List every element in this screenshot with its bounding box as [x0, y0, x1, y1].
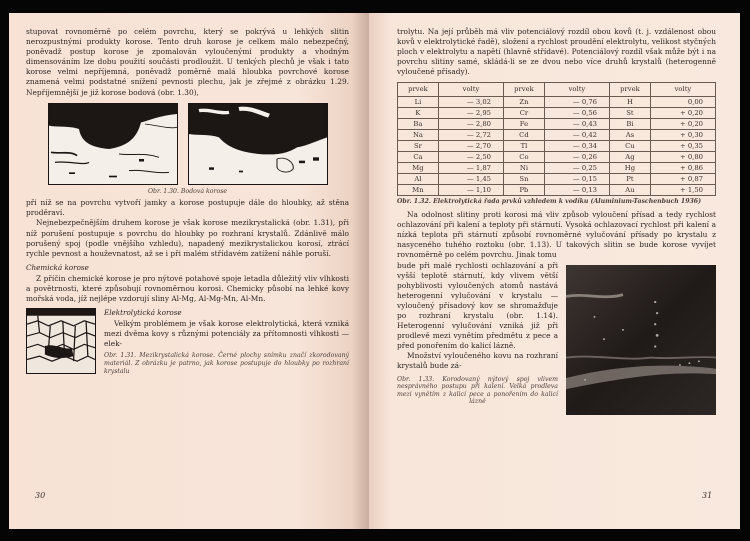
- element-cell: Pt: [609, 174, 650, 185]
- table-row: [398, 130, 716, 141]
- paragraph-text: stupovat rovnoměrně po celém povrchu, který se pokrývá u lehkých slitin nerozpustnými produkty korose. Tento druh korose je celkem málo nebezpečný, poněvadž postup korose je zpomalován vyloučenými produkty a vhodným dimensováním lze dobu použití součásti prodloužit. U tenkých plechů je však i tato korose velmi nepříjemná, poněvadž poměrně malá hloubka povrchové korose znamená velmi podstatné snížení pevnosti plechu, jak je zřejmé z obrázku 1.29. Nepříjemnější je již korose bodová (obr. 1.30),: [26, 27, 349, 97]
- table-body: [398, 97, 716, 196]
- left-page-flow: [26, 27, 349, 375]
- element-cell: Co: [503, 152, 544, 163]
- voltage-cell: — 0,34: [544, 141, 609, 152]
- figure-1-30-left-image: [48, 103, 178, 185]
- header-volts: volty: [650, 83, 715, 97]
- table-row: [398, 141, 716, 152]
- element-cell: K: [398, 108, 439, 119]
- heading-chemical-corrosion: Chemická korose: [26, 262, 89, 272]
- table-row: [398, 185, 716, 196]
- left-paragraph-4: [26, 274, 349, 304]
- paragraph-text: bude při malé rychlosti ochlazování a při vyšší teplotě stárnutí, kdy vlivem větší pohyblivosti vyloučených atomů nastává heterogenní vylučování v krystalu — vyloučený přísadový kov se shromažďuje po rozhraní krystalu (obr. 1.14). Heterogenní vylučování vzniká již při prodlevě mezi vynětím předmětu z pece a před ponořením do kalicí lázně.: [397, 260, 558, 351]
- table-row: [398, 119, 716, 130]
- paragraph-text: Velkým problémem je však korose elektrolytická, která vzniká mezi dvěma kovy s různými potenciály za přítomnosti vlhkosti — elek-: [104, 319, 349, 349]
- element-cell: Al: [398, 174, 439, 185]
- left-paragraph-1: [26, 27, 349, 98]
- table-header-row: [398, 83, 716, 97]
- voltage-cell: + 0,35: [650, 141, 715, 152]
- voltage-cell: — 2,95: [438, 108, 503, 119]
- right-text-column: [397, 261, 558, 406]
- figure-1-31-section: [26, 308, 349, 375]
- element-cell: Ca: [398, 152, 439, 163]
- element-cell: Hg: [609, 163, 650, 174]
- voltage-cell: + 1,50: [650, 185, 715, 196]
- paragraph-text: Na odolnost slitiny proti korosi má vliv způsob vyloučení přísad a tedy rychlost ochlazování při kalení a teploty při stárnutí. Vysoká ochlazovací rychlost při kalení a nízká teplota při stárnutí způsobí rovnoměrné vylučování přísady po krystalu z nasyceného tuhého roztoku (obr. 1.13). U takových slitin se bude korose vyvíjet rovnoměrně po celém povrchu. Jinak tomu: [397, 210, 716, 260]
- figure-1-30: [26, 103, 349, 185]
- element-cell: Li: [398, 97, 439, 108]
- voltage-cell: — 3,02: [438, 97, 503, 108]
- right-paragraph-1: [397, 27, 716, 77]
- voltage-cell: — 0,42: [544, 130, 609, 141]
- element-cell: Bi: [609, 119, 650, 130]
- intercrystalline-corrosion-micrograph: [27, 309, 95, 373]
- voltage-cell: — 0,76: [544, 97, 609, 108]
- paragraph-text: trolytu. Na její průběh má vliv potenciálový rozdíl obou kovů (t. j. vzdálenost obou kovů v elektrolytické řadě), složení a rychlost proudění elektrolytu, velikost styčných ploch v elektrolytu a napětí (hlavně střídavé). Potenciálový rozdíl však může být i na povrchu slitiny samé, skládá-li se ze dvou nebo více druhů krystalů (heterogenně vyloučené přísady).: [397, 27, 716, 77]
- electrochemical-series-table: [397, 82, 716, 196]
- figure-1-31-caption: Obr. 1.31. Mezikrystalická korose. Černé plochy snímku značí zkorodovaný materiál. Z obrázku je patrno, jak korose postupuje do hloubky po rozhraní krystalu: [104, 352, 349, 375]
- element-cell: Cd: [503, 130, 544, 141]
- pitting-corrosion-micrograph-2: [189, 104, 327, 184]
- right-paragraph-4: [397, 351, 558, 371]
- figure-1-33-caption: Obr. 1.33. Korodovaný nýtový spoj vlivem nesprávného postupu při kalení. Velká prodleva mezi vynětím z kalicí pece a ponořením do kalicí lázně: [397, 375, 558, 406]
- header-element: prvek: [609, 83, 650, 97]
- voltage-cell: + 0,86: [650, 163, 715, 174]
- header-element: prvek: [398, 83, 439, 97]
- right-page: [369, 13, 740, 529]
- table-row: [398, 152, 716, 163]
- voltage-cell: — 1,45: [438, 174, 503, 185]
- figure-1-33-image: [566, 265, 716, 415]
- figure-1-30-caption: Obr. 1.30. Bodová korose: [147, 187, 228, 195]
- voltage-cell: — 0,26: [544, 152, 609, 163]
- element-cell: Mg: [398, 163, 439, 174]
- voltage-cell: — 2,50: [438, 152, 503, 163]
- header-volts: volty: [544, 83, 609, 97]
- element-cell: H: [609, 97, 650, 108]
- element-cell: As: [609, 130, 650, 141]
- element-cell: Fe: [503, 119, 544, 130]
- pitting-corrosion-micrograph-1: [49, 104, 177, 184]
- electrolytic-corrosion-column: [104, 308, 349, 375]
- element-cell: Au: [609, 185, 650, 196]
- figure-1-30-right-image: [188, 103, 328, 185]
- table-row: [398, 108, 716, 119]
- paragraph-text: při níž se na povrchu vytvoří jamky a korose postupuje dále do hloubky, až stěna proděraví.: [26, 198, 349, 218]
- voltage-cell: — 2,80: [438, 119, 503, 130]
- paragraph-text: Množství vyloučeného kovu na rozhraní krystalů bude zá-: [397, 351, 558, 371]
- element-cell: Cu: [609, 141, 650, 152]
- element-cell: Ag: [609, 152, 650, 163]
- voltage-cell: — 2,72: [438, 130, 503, 141]
- voltage-cell: + 0,20: [650, 119, 715, 130]
- element-cell: Sn: [503, 174, 544, 185]
- voltage-cell: — 0,15: [544, 174, 609, 185]
- element-cell: Na: [398, 130, 439, 141]
- voltage-cell: — 0,13: [544, 185, 609, 196]
- paragraph-text: Nejnebezpečnějším druhem korose je však korose mezikrystalická (obr. 1.31), při níž porušení postupuje s povrchu do hloubky po rozhraní krystalů. Zdánlivě málo porušený spoj (podle vnějšího vzhledu), napadený mezikrystalickou korosí, ztrácí rychle pevnost a houževnatost, až se i při malém střídavém zatížení náhle poruší.: [26, 218, 349, 258]
- element-cell: Zn: [503, 97, 544, 108]
- left-page: [9, 13, 369, 529]
- right-paragraph-2: [397, 210, 716, 260]
- paragraph-text: Z příčin chemické korose je pro nýtové potahové spoje letadla důležitý vliv vlhkosti a povětrnosti, které způsobují rovnoměrnou korosi. Chemicky působí na lehké kovy mořská voda, jíž nejlépe vzdorují sliny Al-Mg, Al-Mg-Mn, Al-Mn.: [26, 273, 349, 303]
- right-paragraph-3: [397, 261, 558, 352]
- voltage-cell: — 1,87: [438, 163, 503, 174]
- header-element: prvek: [503, 83, 544, 97]
- voltage-cell: + 0,20: [650, 108, 715, 119]
- element-cell: Pb: [503, 185, 544, 196]
- voltage-cell: — 0,56: [544, 108, 609, 119]
- heading-electrolytic-corrosion: Elektrolytická korose: [104, 308, 182, 318]
- voltage-cell: 0,00: [650, 97, 715, 108]
- element-cell: Ba: [398, 119, 439, 130]
- voltage-cell: + 0,30: [650, 130, 715, 141]
- corroded-rivet-joint-photo: [566, 265, 716, 415]
- element-cell: Mn: [398, 185, 439, 196]
- figure-1-32-caption: Obr. 1.32. Elektrolytická řada prvků vzhledem k vodíku (Aluminium-Taschenbuch 1936): [397, 198, 702, 206]
- voltage-cell: + 0,80: [650, 152, 715, 163]
- figure-1-33-section: [397, 261, 716, 415]
- right-page-flow: [397, 27, 716, 415]
- voltage-cell: — 2,70: [438, 141, 503, 152]
- page-number-left: 30: [35, 491, 46, 500]
- element-cell: Tl: [503, 141, 544, 152]
- element-cell: Ni: [503, 163, 544, 174]
- element-cell: Cr: [503, 108, 544, 119]
- voltage-cell: — 0,43: [544, 119, 609, 130]
- element-cell: St: [609, 108, 650, 119]
- left-paragraph-5: [104, 319, 349, 349]
- figure-1-31-image: [26, 308, 96, 374]
- left-paragraph-3: [26, 218, 349, 258]
- header-volts: volty: [438, 83, 503, 97]
- page-number-right: 31: [702, 491, 713, 500]
- voltage-cell: — 0,25: [544, 163, 609, 174]
- voltage-cell: — 1,10: [438, 185, 503, 196]
- voltage-cell: + 0,87: [650, 174, 715, 185]
- table-row: [398, 174, 716, 185]
- left-paragraph-2: [26, 198, 349, 218]
- table-row: [398, 97, 716, 108]
- element-cell: Sr: [398, 141, 439, 152]
- table-row: [398, 163, 716, 174]
